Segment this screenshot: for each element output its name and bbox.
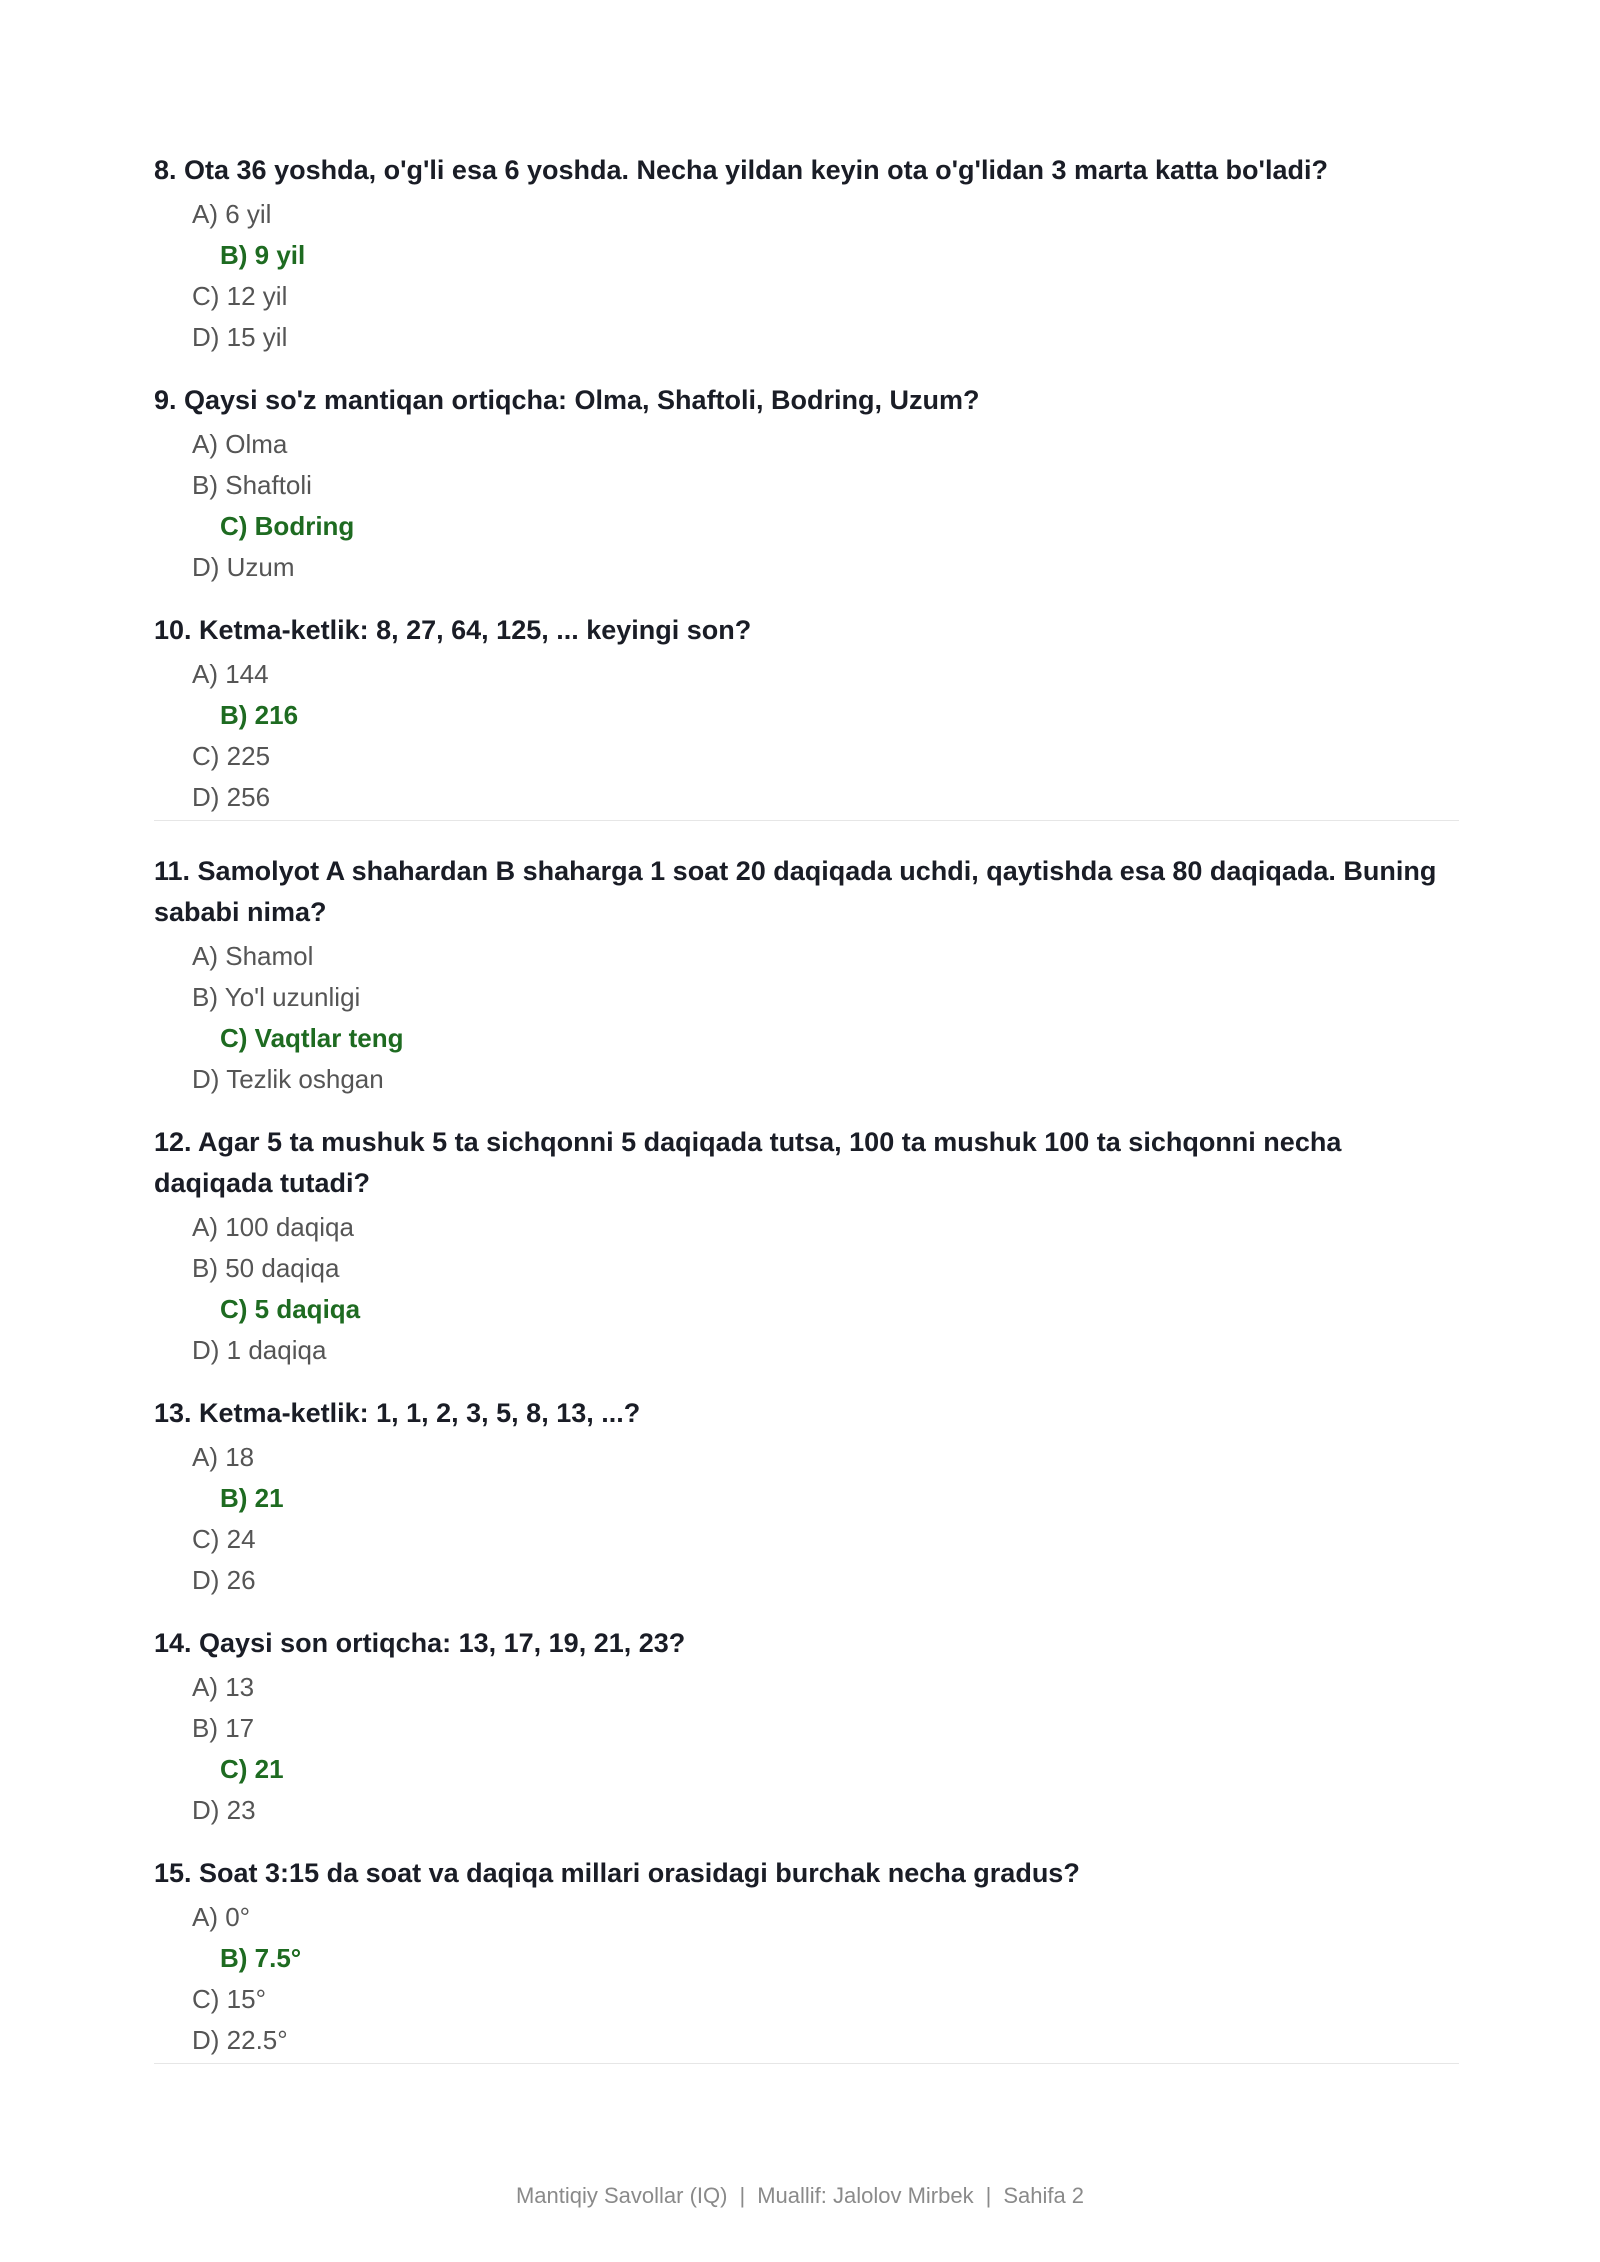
question-11 [154,851,1459,1100]
question-text: 9. Qaysi so'z mantiqan ortiqcha: Olma, Shaftoli, Bodring, Uzum? [154,385,980,415]
option-d: D) Uzum [192,552,295,582]
option-a: A) 0° [192,1902,251,1932]
option-c: C) 15° [192,1984,266,2014]
option-c: C) 24 [192,1524,256,1554]
option-a: A) 18 [192,1442,255,1472]
question-13 [154,1393,1459,1601]
question-8 [154,150,1459,358]
option-d: D) 26 [192,1565,256,1595]
option-c-correct: C) Bodring [220,511,355,541]
option-b-correct: B) 7.5° [220,1943,302,1973]
option-d: D) 256 [192,782,271,812]
option-c: C) 12 yil [192,281,288,311]
question-9 [154,380,1459,588]
footer-title: Mantiqiy Savollar (IQ) [515,2183,728,2208]
option-a: A) 6 yil [192,199,272,229]
option-b-correct: B) 21 [220,1483,284,1513]
option-d: D) 22.5° [192,2025,288,2055]
option-d: D) 15 yil [192,322,288,352]
option-b-correct: B) 9 yil [220,240,306,270]
question-text: 8. Ota 36 yoshda, o'g'li esa 6 yoshda. Necha yildan keyin ota o'g'lidan 3 marta katta bo'ladi? [154,155,1328,185]
option-a: A) Shamol [192,941,314,971]
question-text: 10. Ketma-ketlik: 8, 27, 64, 125, ... keyingi son? [154,615,752,645]
question-text: 12. Agar 5 ta mushuk 5 ta sichqonni 5 daqiqada tutsa, 100 ta mushuk 100 ta sichqonni necha daqiqada tutadi? [154,1127,1342,1198]
section-divider [154,2063,1459,2064]
question-text: 15. Soat 3:15 da soat va daqiqa millari orasidagi burchak necha gradus? [154,1858,1080,1888]
footer-separator: | [739,2183,746,2208]
footer-page-number: Sahifa 2 [1003,2183,1085,2208]
option-d: D) Tezlik oshgan [192,1064,384,1094]
option-b: B) Shaftoli [192,470,312,500]
option-a: A) 13 [192,1672,255,1702]
option-b-correct: B) 216 [220,700,299,730]
question-text: 13. Ketma-ketlik: 1, 1, 2, 3, 5, 8, 13, ...? [154,1398,641,1428]
option-c-correct: C) Vaqtlar teng [220,1023,404,1053]
section-divider [154,820,1459,821]
question-14 [154,1623,1459,1831]
option-c-correct: C) 5 daqiqa [220,1294,361,1324]
question-text: 11. Samolyot A shahardan B shaharga 1 soat 20 daqiqada uchdi, qaytishda esa 80 daqiqada. Buning sababi nima? [154,856,1437,927]
quiz-page [154,150,1459,2064]
option-c-correct: C) 21 [220,1754,284,1784]
question-text: 14. Qaysi son ortiqcha: 13, 17, 19, 21, 23? [154,1628,686,1658]
option-a: A) 100 daqiqa [192,1212,354,1242]
option-d: D) 23 [192,1795,256,1825]
option-c: C) 225 [192,741,271,771]
question-10 [154,610,1459,818]
option-a: A) 144 [192,659,269,689]
page-footer [0,2183,1600,2209]
footer-separator: | [985,2183,992,2208]
option-b: B) Yo'l uzunligi [192,982,361,1012]
footer-author: Muallif: Jalolov Mirbek [757,2183,974,2208]
question-12 [154,1122,1459,1371]
option-a: A) Olma [192,429,288,459]
option-b: B) 17 [192,1713,255,1743]
option-d: D) 1 daqiqa [192,1335,327,1365]
question-15 [154,1853,1459,2061]
option-b: B) 50 daqiqa [192,1253,340,1283]
